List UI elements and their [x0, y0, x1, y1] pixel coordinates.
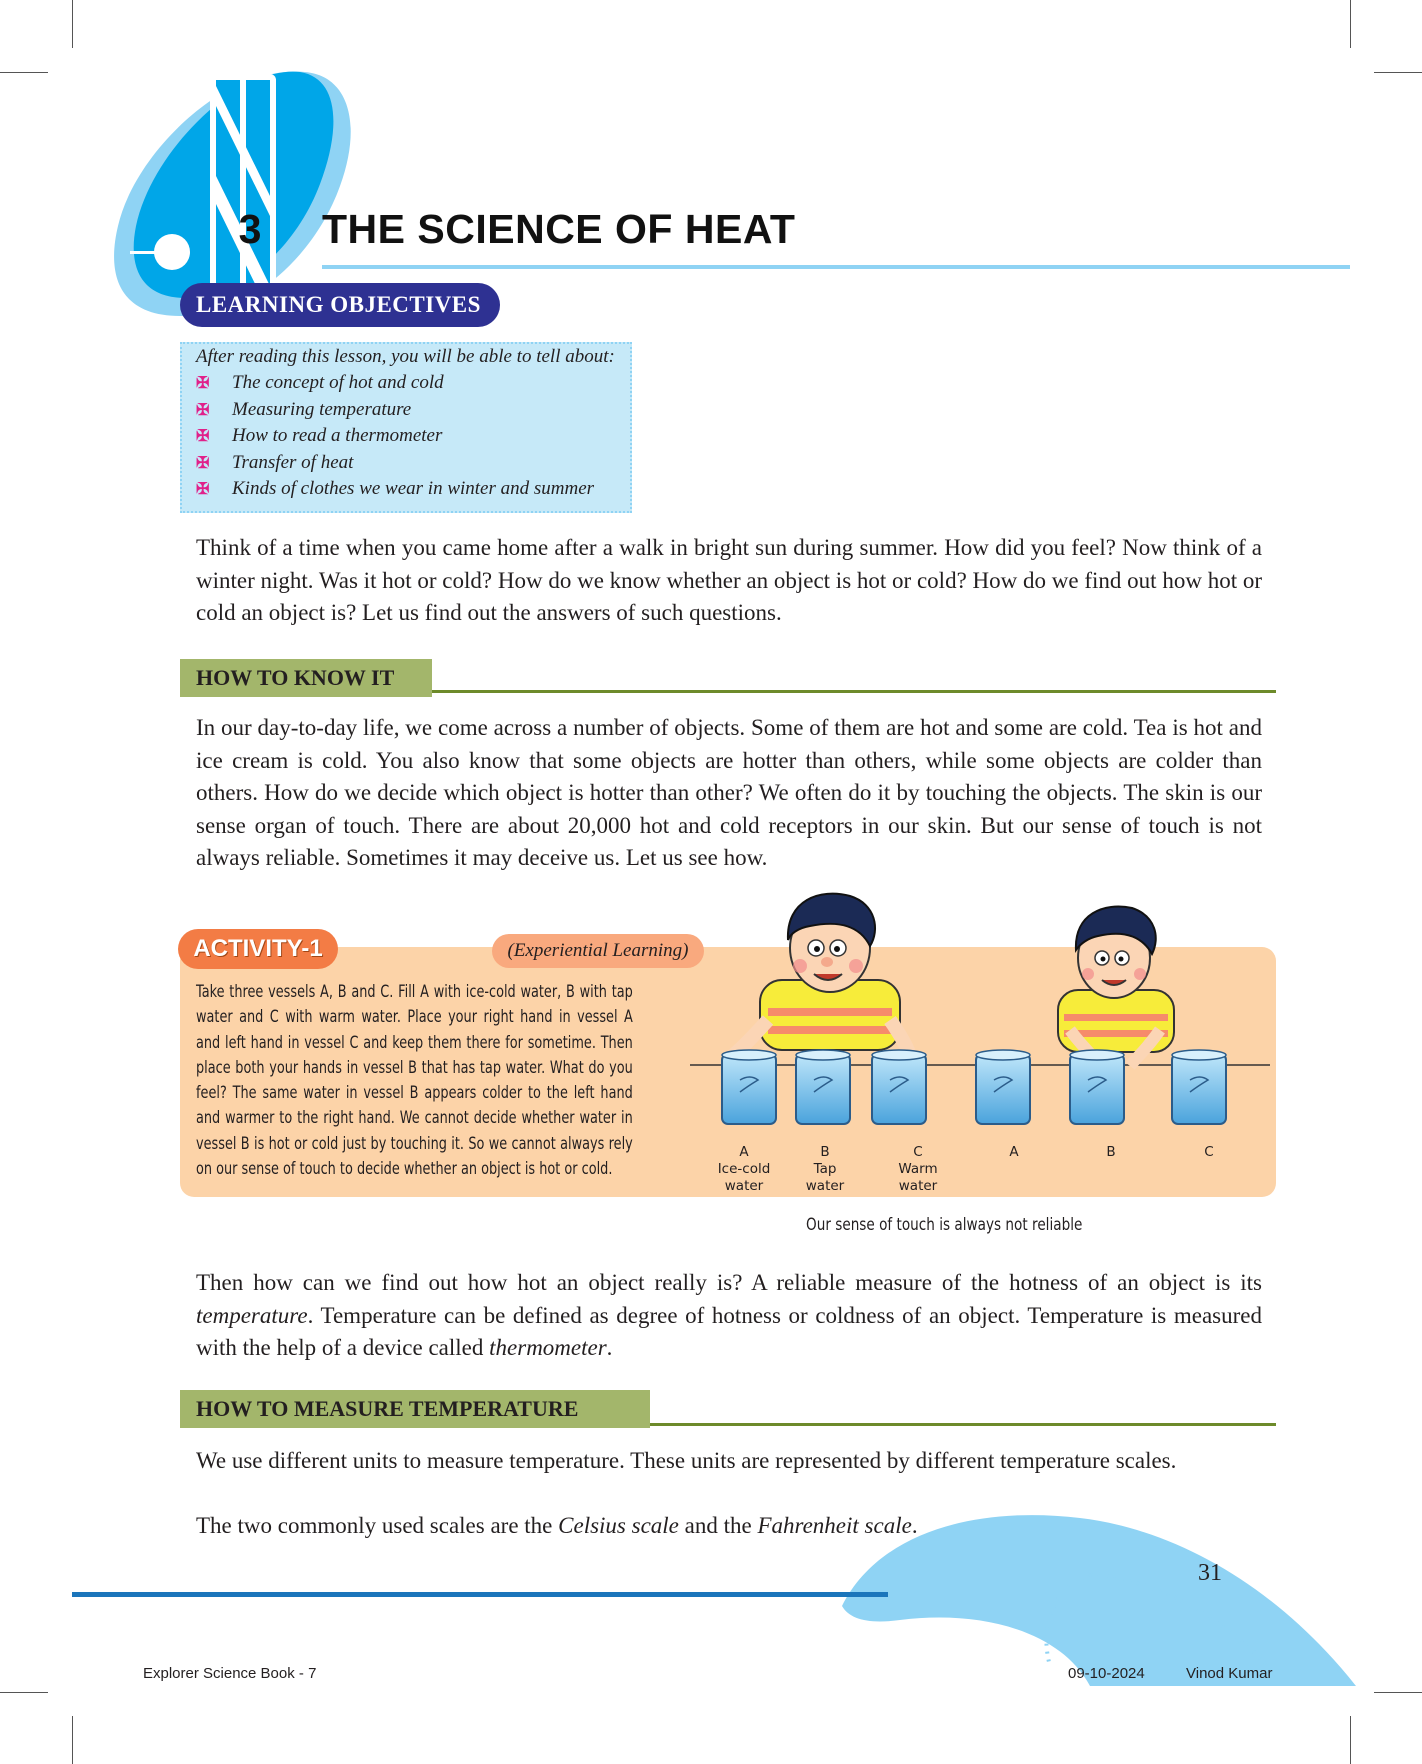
vessel-b-right: [1070, 1050, 1124, 1124]
vessel-label: C Warm water: [898, 1144, 938, 1194]
crop-mark: [1374, 72, 1422, 73]
vessel-c-right: [1172, 1050, 1226, 1124]
bottom-rule: [72, 1592, 888, 1597]
crop-mark: [1350, 0, 1351, 48]
chapter-title: THE SCIENCE OF HEAT: [322, 206, 796, 252]
crop-mark: [1350, 1716, 1351, 1764]
vessel-label: C: [1204, 1144, 1214, 1160]
measure-paragraph: We use different units to measure temperature. These units are represented by different temperature scales.: [196, 1448, 1177, 1473]
section-heading-measure-temperature: HOW TO MEASURE TEMPERATURE: [180, 1390, 650, 1428]
crop-mark: [0, 72, 48, 73]
how-to-know-paragraph: In our day-to-day life, we come across a number of objects. Some of them are hot and some are cold. Tea is hot and ice cream is cold. You also know that some objects are hotter than others, while some objects are colder than others. How do we decide which object is hotter than other? We often do it by touching the objects. The skin is our sense organ of touch. There are about 20,000 hot and cold receptors in our skin. But our sense of touch is not always reliable. Sometimes it may deceive us. Let us see how.: [196, 715, 1262, 870]
section-rule: [432, 690, 1276, 693]
footer-book-title: Explorer Science Book - 7: [143, 1665, 317, 1682]
vessel-a-left: [722, 1050, 776, 1124]
activity-illustration: [690, 890, 1280, 1140]
vessel-a-right: [976, 1050, 1030, 1124]
experiential-learning-tag: (Experiential Learning): [492, 934, 704, 968]
intro-paragraph: Think of a time when you came home after a walk in bright sun during summer. How did you feel? Now think of a winter night. Was it hot or cold? How do we know whether an object is hot or cold? How do we find out how hot or cold an object is? Let us find out the answers of such questions.: [196, 535, 1262, 625]
scales-paragraph: The two commonly used scales are the Celsius scale and the Fahrenheit scale.: [196, 1513, 918, 1538]
cross-bullet-icon: ✠: [196, 375, 210, 392]
activity-badge: ACTIVITY-1: [178, 929, 338, 969]
page-number: 31: [1198, 1560, 1222, 1586]
vessel-label: A: [1009, 1144, 1019, 1160]
vessel-c-left: [872, 1050, 926, 1124]
crop-mark: [72, 0, 73, 48]
learning-objective-item: ✠ The concept of hot and cold: [196, 372, 444, 393]
page-corner-graphic: [840, 1510, 1360, 1690]
vessel-label: B Tap water: [805, 1144, 845, 1194]
activity-text: Take three vessels A, B and C. Fill A with ice-cold water, B with tap water and C with warm water. Place your right hand in vessel A and left hand in vessel C and keep them there for sometime. Then place both your hands in vessel B that has tap water. What do you feel? The same water in vessel B appears colder to the left hand and warmer to the right hand. We cannot decide whether water in vessel B is hot or cold just by touching it. So we cannot always rely on our sense of touch to decide whether an object is hot or cold.: [196, 982, 633, 1179]
section-rule: [650, 1423, 1276, 1426]
section-heading-how-to-know: HOW TO KNOW IT: [180, 659, 432, 697]
temperature-paragraph: Then how can we find out how hot an object really is? A reliable measure of the hotness of an object is its temperature. Temperature can be defined as degree of hotness or coldness of an object. Temperature is measured with the help of a device called thermometer.: [196, 1270, 1262, 1360]
learning-objective-item: ✠ Measuring temperature: [196, 399, 412, 420]
cross-bullet-icon: ✠: [196, 402, 210, 419]
cross-bullet-icon: ✠: [196, 428, 210, 445]
learning-objective-item: ✠ Kinds of clothes we wear in winter and summer: [196, 478, 595, 499]
footer-author: Vinod Kumar: [1186, 1665, 1273, 1682]
boy-illustration-left: [730, 894, 912, 1060]
vessel-label: A Ice-cold water: [717, 1144, 771, 1194]
vessel-b-left: [796, 1050, 850, 1124]
boy-illustration-right: [1058, 907, 1174, 1066]
cross-bullet-icon: ✠: [196, 481, 210, 498]
cross-bullet-icon: ✠: [196, 455, 210, 472]
chapter-number: 3: [238, 206, 262, 252]
learning-objective-item: ✠ How to read a thermometer: [196, 425, 443, 446]
crop-mark: [0, 1692, 48, 1693]
figure-caption: Our sense of touch is always not reliable: [806, 1215, 1083, 1235]
learning-objectives-badge: LEARNING OBJECTIVES: [180, 283, 500, 327]
footer-date: 09-10-2024: [1068, 1665, 1145, 1682]
crop-mark: [1374, 1692, 1422, 1693]
vessel-label: B: [1106, 1144, 1116, 1160]
learning-objective-item: ✠ Transfer of heat: [196, 452, 354, 473]
title-rule: [322, 265, 1350, 269]
crop-mark: [72, 1716, 73, 1764]
learning-objectives-intro: After reading this lesson, you will be able to tell about:: [196, 346, 615, 367]
